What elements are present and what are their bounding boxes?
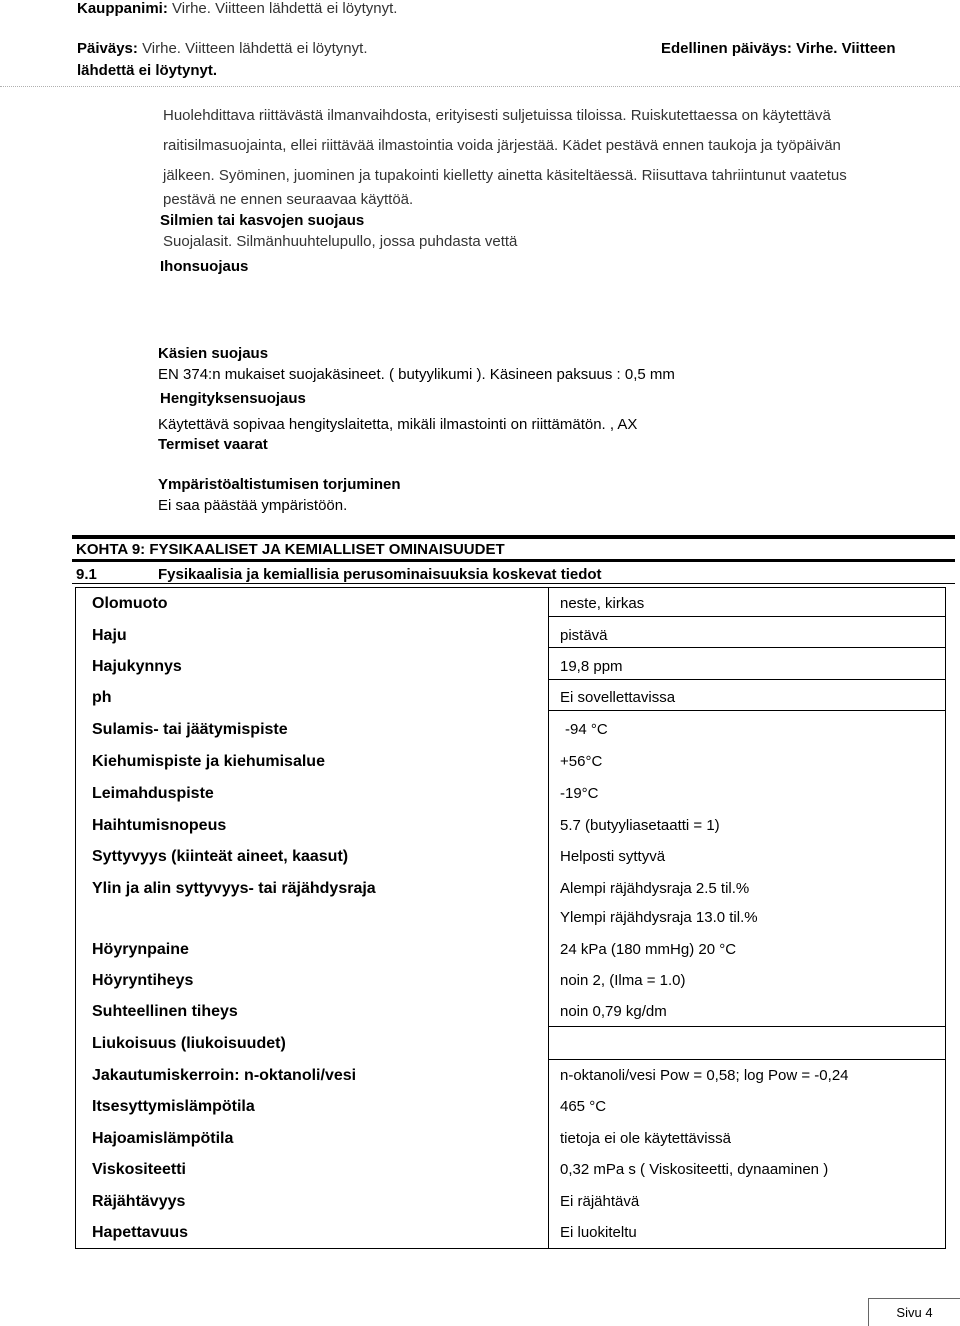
property-label: Kiehumispiste ja kiehumisalue: [92, 753, 325, 770]
skin-protection-heading: Ihonsuojaus: [160, 258, 249, 275]
property-label: Haihtumisnopeus: [92, 817, 227, 834]
property-label: Hajukynnys: [92, 658, 182, 675]
trade-name-value: Virhe. Viitteen lähdettä ei löytynyt.: [172, 0, 398, 17]
section-9-title: KOHTA 9: FYSIKAALISET JA KEMIALLISET OMINAISUUDET: [76, 541, 505, 558]
property-label: Viskositeetti: [92, 1161, 186, 1178]
table-column-divider: [548, 588, 549, 1248]
ventilation-text-line-4: pestävä ne ennen seuraavaa käyttöä.: [163, 191, 414, 208]
property-label: Syttyvyys (kiinteät aineet, kaasut): [92, 848, 349, 865]
trade-name-label: Kauppanimi:: [77, 0, 168, 17]
ventilation-text-line-3: jälkeen. Syöminen, juominen ja tupakointi kielletty ainetta käsiteltäessä. Riisuttava tahriintunut vaatetus: [163, 167, 847, 184]
section-title-rule: [72, 559, 955, 562]
property-value: 19,8 ppm: [560, 658, 623, 675]
date-line: [77, 40, 367, 57]
respiratory-protection-heading: Hengityksensuojaus: [160, 390, 306, 407]
subsection-rule: [72, 583, 955, 584]
previous-date-line: [661, 40, 896, 57]
property-value: noin 2, (Ilma = 1.0): [560, 972, 686, 989]
property-label: Höyryntiheys: [92, 972, 194, 989]
respiratory-protection-text: Käytettävä sopivaa hengityslaitetta, mikäli ilmastointi on riittämätön. , AX: [158, 416, 638, 433]
ventilation-text-line-2: raitisilmasuojainta, ellei riittävää ilmastointia voida järjestää. Kädet pestävä ennen taukoja ja työpäivän: [163, 137, 841, 154]
environmental-exposure-text: Ei saa päästää ympäristöön.: [158, 497, 348, 514]
date-value-continued: lähdettä ei löytynyt.: [77, 62, 218, 79]
property-label: ph: [92, 689, 112, 706]
property-value: noin 0,79 kg/dm: [560, 1003, 667, 1020]
table-row-divider: [548, 616, 945, 617]
property-value: Ei sovellettavissa: [560, 689, 676, 706]
property-value: -94 °C: [565, 721, 608, 738]
property-label: Räjähtävyys: [92, 1193, 186, 1210]
property-value: Ei räjähtävä: [560, 1193, 640, 1210]
property-value: 465 °C: [560, 1098, 607, 1115]
property-value: 24 kPa (180 mmHg) 20 °C: [560, 941, 737, 958]
property-label: Leimahduspiste: [92, 785, 214, 802]
subsection-title: Fysikaalisia ja kemiallisia perusominaisuuksia koskevat tiedot: [158, 566, 602, 583]
ventilation-text-line-1: Huolehdittava riittävästä ilmanvaihdosta, erityisesti suljetuissa tiloissa. Ruiskutettaessa on käytettävä: [163, 107, 831, 124]
property-label: Haju: [92, 627, 127, 644]
table-row-divider: [548, 710, 945, 711]
property-value: pistävä: [560, 627, 608, 644]
thermal-hazards-heading: Termiset vaarat: [158, 436, 268, 453]
environmental-exposure-heading: Ympäristöaltistumisen torjuminen: [158, 476, 401, 493]
property-value: tietoja ei ole käytettävissä: [560, 1130, 731, 1147]
property-label: Hajoamislämpötila: [92, 1130, 234, 1147]
property-value: n-oktanoli/vesi Pow = 0,58; log Pow = -0,24: [560, 1067, 849, 1084]
subsection-number: 9.1: [76, 566, 97, 583]
header-divider: [0, 86, 960, 87]
property-label: Liukoisuus (liukoisuudet): [92, 1035, 286, 1052]
properties-table: [75, 587, 946, 1249]
previous-date-value: Virhe. Viitteen: [796, 40, 896, 57]
property-value-secondary: Ylempi räjähdysraja 13.0 til.%: [560, 909, 758, 926]
eye-protection-heading: Silmien tai kasvojen suojaus: [160, 212, 365, 229]
property-value: Helposti syttyvä: [560, 848, 666, 865]
property-label: Jakautumiskerroin: n-oktanoli/vesi: [92, 1067, 357, 1084]
trade-name-line: [77, 0, 397, 17]
property-value: neste, kirkas: [560, 595, 645, 612]
property-label: Sulamis- tai jäätymispiste: [92, 721, 288, 738]
property-value: Alempi räjähdysraja 2.5 til.%: [560, 880, 750, 897]
table-row-divider: [548, 647, 945, 648]
table-row-divider: [548, 1026, 945, 1027]
property-label: Ylin ja alin syttyvyys- tai räjähdysraja: [92, 880, 376, 897]
hand-protection-heading: Käsien suojaus: [158, 345, 269, 362]
property-value: -19°C: [560, 785, 599, 802]
property-value: Ei luokiteltu: [560, 1224, 637, 1241]
date-label: Päiväys:: [77, 40, 138, 57]
property-value: 0,32 mPa s ( Viskositeetti, dynaaminen ): [560, 1161, 829, 1178]
previous-date-label: Edellinen päiväys:: [661, 40, 792, 57]
eye-protection-text: Suojalasit. Silmänhuuhtelupullo, jossa puhdasta vettä: [163, 233, 518, 250]
property-label: Suhteellinen tiheys: [92, 1003, 238, 1020]
property-value: +56°C: [560, 753, 603, 770]
table-row-divider: [548, 1059, 945, 1060]
section-top-rule: [72, 535, 955, 539]
property-label: Olomuoto: [92, 595, 168, 612]
page-number: Sivu 4: [868, 1298, 960, 1326]
property-label: Hapettavuus: [92, 1224, 189, 1241]
property-value: 5.7 (butyyliasetaatti = 1): [560, 817, 720, 834]
date-value: Virhe. Viitteen lähdettä ei löytynyt.: [142, 40, 368, 57]
property-label: Itsesyttymislämpötila: [92, 1098, 255, 1115]
table-row-divider: [548, 679, 945, 680]
hand-protection-text: EN 374:n mukaiset suojakäsineet. ( butyylikumi ). Käsineen paksuus : 0,5 mm: [158, 366, 675, 383]
property-label: Höyrynpaine: [92, 941, 189, 958]
